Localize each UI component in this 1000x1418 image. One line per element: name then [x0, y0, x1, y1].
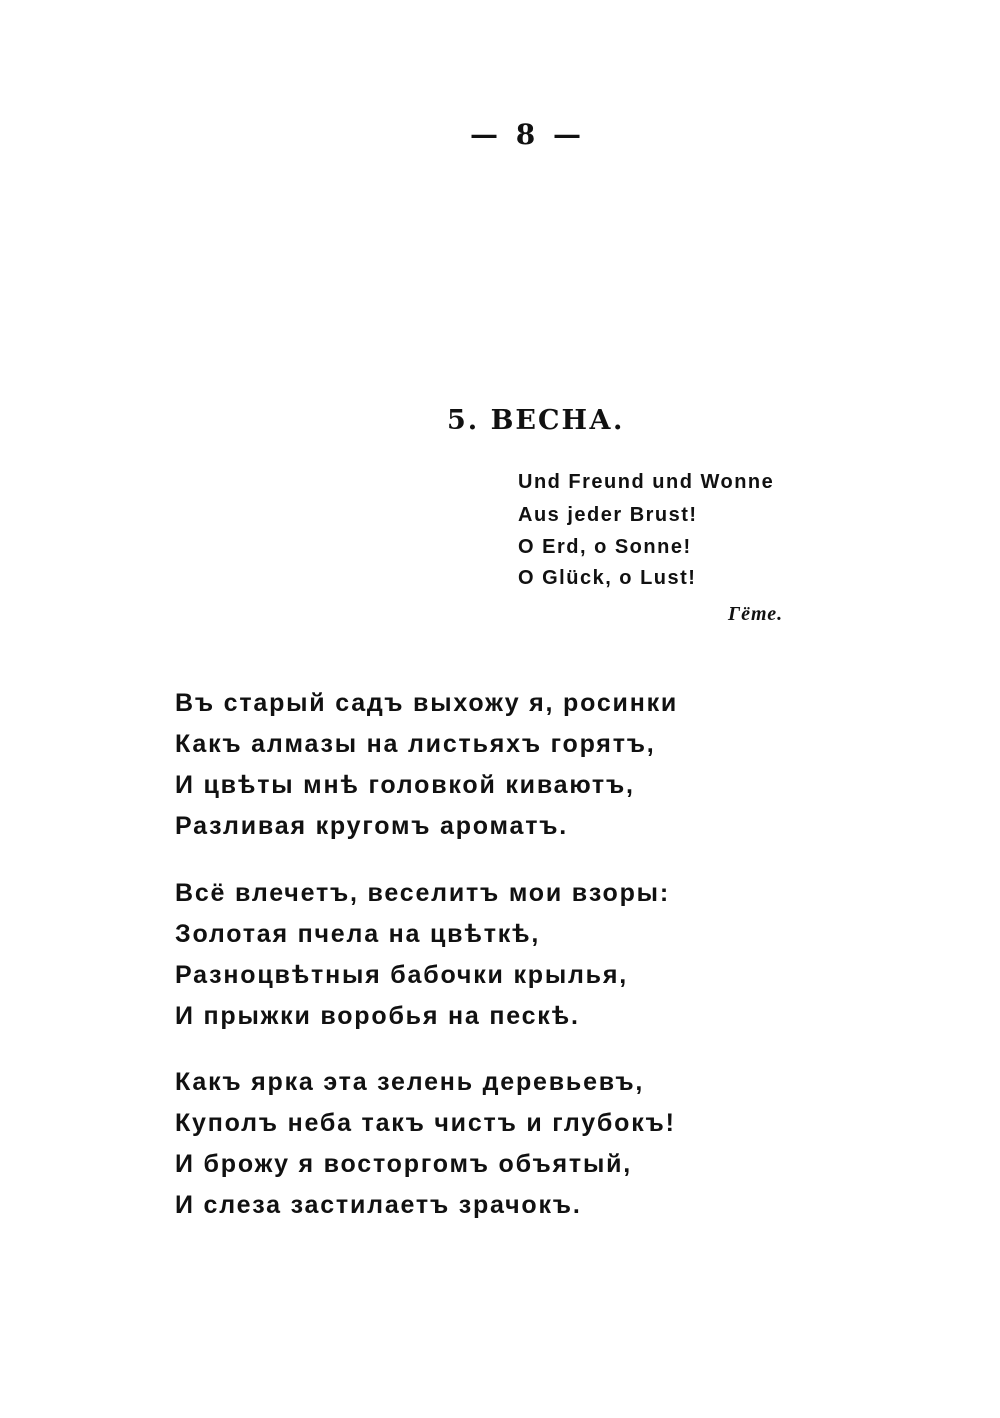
stanza-1 — [175, 683, 678, 847]
verse-line: Въ старый садъ выхожу я, росинки — [175, 689, 679, 717]
page-number: — 8 — — [470, 118, 585, 151]
stanza-3 — [175, 1062, 676, 1226]
verse-line: Какъ ярка эта зелень деревьевъ, — [175, 1068, 645, 1096]
verse-line: И прыжки воробья на пескѣ. — [175, 1002, 580, 1030]
verse-line: Разливая кругомъ ароматъ. — [175, 812, 569, 840]
verse-line: Золотая пчела на цвѣткѣ, — [175, 920, 541, 948]
epigraph-author: Гёте. — [728, 603, 784, 625]
epigraph-line: O Erd, o Sonne! — [518, 536, 692, 558]
verse-line: Куполъ неба такъ чистъ и глубокъ! — [175, 1109, 676, 1137]
verse-line: И слеза застилаетъ зрачокъ. — [175, 1191, 582, 1219]
stanza-2 — [175, 873, 670, 1037]
epigraph-line: O Glück, o Lust! — [518, 567, 697, 589]
poem-title: 5. ВЕСНА. — [447, 405, 625, 436]
verse-line: Какъ алмазы на листьяхъ горятъ, — [175, 730, 656, 758]
verse-line: И брожу я восторгомъ объятый, — [175, 1150, 633, 1178]
verse-line: Всё влечетъ, веселитъ мои взоры: — [175, 879, 670, 907]
verse-line: Разноцвѣтныя бабочки крылья, — [175, 961, 628, 989]
epigraph-line: Aus jeder Brust! — [518, 504, 698, 526]
epigraph-line: Und Freund und Wonne — [518, 471, 775, 493]
verse-line: И цвѣты мнѣ головкой киваютъ, — [175, 771, 635, 799]
